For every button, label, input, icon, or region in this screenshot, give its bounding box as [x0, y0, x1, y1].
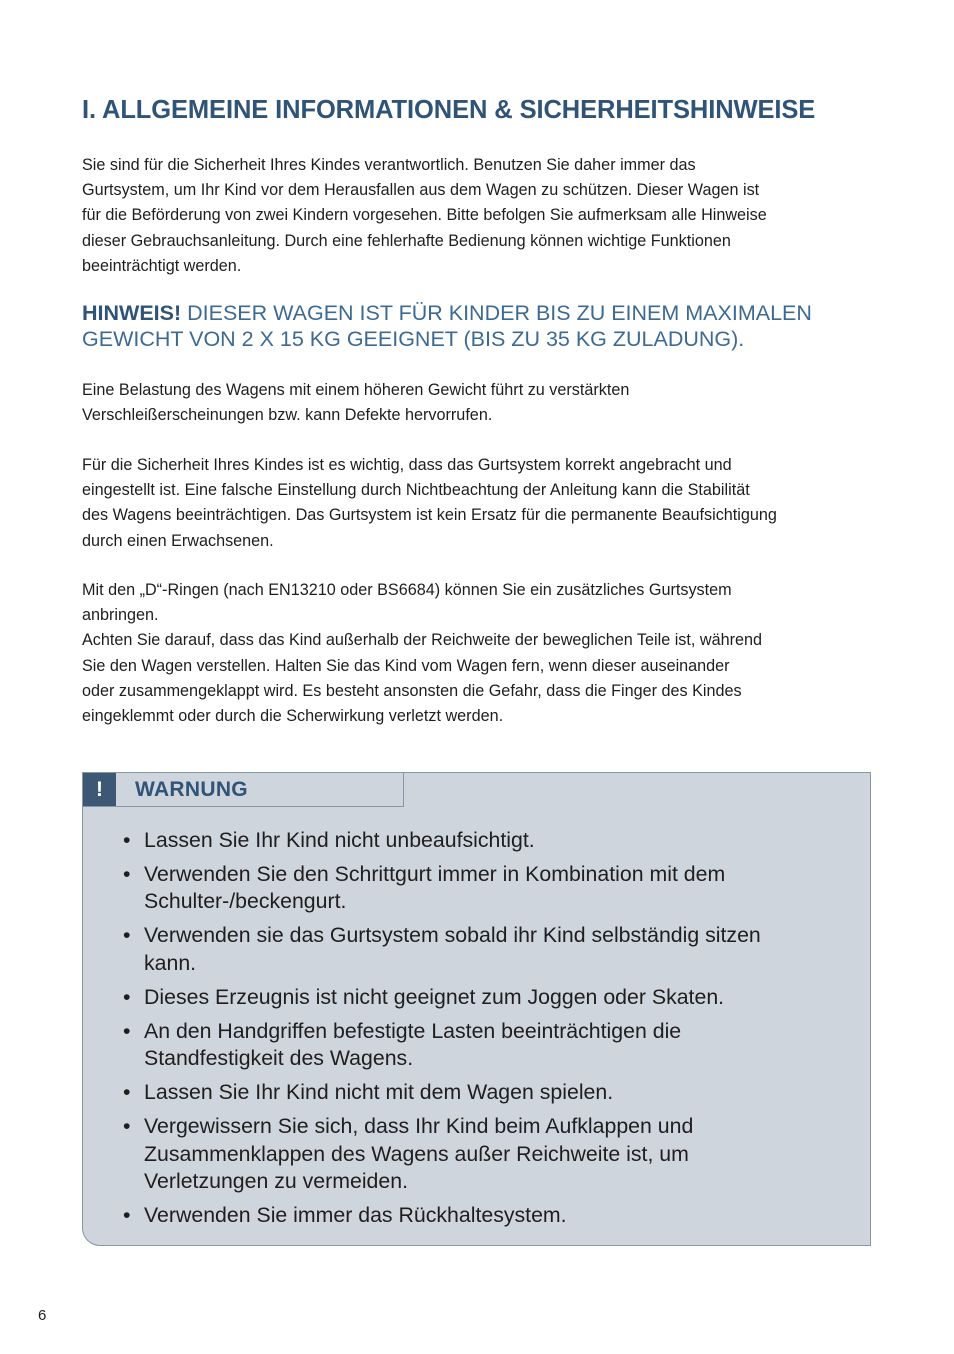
page-title: I. ALLGEMEINE INFORMATIONEN & SICHERHEITSHINWEISE: [82, 96, 816, 124]
text-line: Verschleißerscheinungen bzw. kann Defekte hervorrufen.: [82, 406, 493, 425]
text-line: durch einen Erwachsenen.: [82, 531, 274, 550]
warning-item: [123, 827, 843, 854]
warning-item: [123, 1113, 843, 1195]
notice-line: [82, 300, 812, 326]
warning-item-text: Verwenden Sie den Schrittgurt immer in Kombination mit dem: [144, 862, 726, 887]
bullet-icon: •: [123, 1080, 131, 1105]
warning-item: [123, 984, 843, 1011]
text-line: eingeklemmt oder durch die Scherwirkung verletzt werden.: [82, 707, 504, 726]
d-rings-paragraph: [82, 578, 882, 729]
warning-item-text: Verwenden sie das Gurtsystem sobald ihr Kind selbständig sitzen: [144, 923, 761, 948]
warning-box: [82, 772, 871, 1246]
bullet-icon: •: [123, 923, 131, 948]
text-line: dieser Gebrauchsanleitung. Durch eine fehlerhafte Bedienung können wichtige Funktionen: [82, 231, 731, 250]
warning-item-text: Schulter-/beckengurt.: [144, 889, 347, 914]
warning-item-text: Verwenden Sie immer das Rückhaltesystem.: [144, 1203, 567, 1228]
text-line: Mit den „D“-Ringen (nach EN13210 oder BS6684) können Sie ein zusätzliches Gurtsystem: [82, 581, 732, 599]
warning-item-text: Dieses Erzeugnis ist nicht geeignet zum Joggen oder Skaten.: [144, 984, 725, 1009]
page-number: 6: [38, 1307, 47, 1324]
warning-item-text: An den Handgriffen befestigte Lasten beeinträchtigen die: [144, 1018, 682, 1043]
text-line: Achten Sie darauf, dass das Kind außerhalb der Reichweite der beweglichen Teile ist, während: [82, 631, 762, 650]
exclamation-icon: !: [83, 773, 116, 806]
bullet-icon: •: [123, 1203, 131, 1228]
warning-header: [82, 772, 404, 807]
text-line: eingestellt ist. Eine falsche Einstellung durch Nichtbeachtung der Anleitung kann die Stabilität: [82, 481, 750, 500]
warning-list: [123, 827, 843, 1236]
intro-paragraph: [82, 153, 882, 279]
text-line: Eine Belastung des Wagens mit einem höheren Gewicht führt zu verstärkten: [82, 381, 630, 399]
bullet-icon: •: [123, 862, 131, 887]
text-line: für die Beförderung von zwei Kindern vorgesehen. Bitte befolgen Sie aufmerksam alle Hinweise: [82, 206, 767, 225]
warning-item: [123, 922, 843, 977]
warning-item-text: Zusammenklappen des Wagens außer Reichweite ist, um: [144, 1141, 689, 1166]
warning-item: [123, 1018, 843, 1073]
warning-item: [123, 861, 843, 916]
warning-item-text: Standfestigkeit des Wagens.: [144, 1046, 414, 1071]
weight-notice: [82, 300, 812, 352]
bullet-icon: •: [123, 1114, 131, 1139]
warning-item-text: kann.: [144, 950, 197, 975]
bullet-icon: •: [123, 1018, 131, 1043]
text-line: oder zusammengeklappt wird. Es besteht ansonsten die Gefahr, dass die Finger des Kindes: [82, 681, 742, 700]
warning-item-text: Verletzungen zu vermeiden.: [144, 1169, 409, 1194]
load-paragraph: [82, 378, 882, 428]
warning-item-text: Vergewissern Sie sich, dass Ihr Kind beim Aufklappen und: [144, 1114, 694, 1139]
text-line: Gurtsystem, um Ihr Kind vor dem Herausfallen aus dem Wagen zu schützen. Dieser Wagen ist: [82, 181, 760, 200]
bullet-icon: •: [123, 984, 131, 1009]
warning-item-text: Lassen Sie Ihr Kind nicht mit dem Wagen spielen.: [144, 1080, 614, 1105]
text-line: anbringen.: [82, 606, 159, 625]
warning-item: [123, 1202, 843, 1229]
notice-line: GEWICHT VON 2 X 15 KG GEEIGNET (BIS ZU 35 KG ZULADUNG).: [82, 327, 745, 351]
text-line: des Wagens beeinträchtigen. Das Gurtsystem ist kein Ersatz für die permanente Beaufsichtigung: [82, 506, 777, 525]
notice-lead: HINWEIS!: [82, 301, 182, 325]
text-line: beeinträchtigt werden.: [82, 256, 242, 275]
bullet-icon: •: [123, 828, 131, 852]
notice-text: DIESER WAGEN IST FÜR KINDER BIS ZU EINEM MAXIMALEN: [187, 301, 812, 325]
warning-item-text: Lassen Sie Ihr Kind nicht unbeaufsichtigt.: [144, 828, 535, 852]
text-line: Sie den Wagen verstellen. Halten Sie das Kind vom Wagen fern, wenn dieser auseinander: [82, 656, 730, 675]
warning-label: WARNUNG: [135, 778, 248, 801]
text-line: Für die Sicherheit Ihres Kindes ist es wichtig, dass das Gurtsystem korrekt angebracht und: [82, 456, 732, 474]
warning-item: [123, 1079, 843, 1106]
text-line: Sie sind für die Sicherheit Ihres Kindes verantwortlich. Benutzen Sie daher immer das: [82, 156, 696, 174]
harness-paragraph: [82, 453, 882, 554]
